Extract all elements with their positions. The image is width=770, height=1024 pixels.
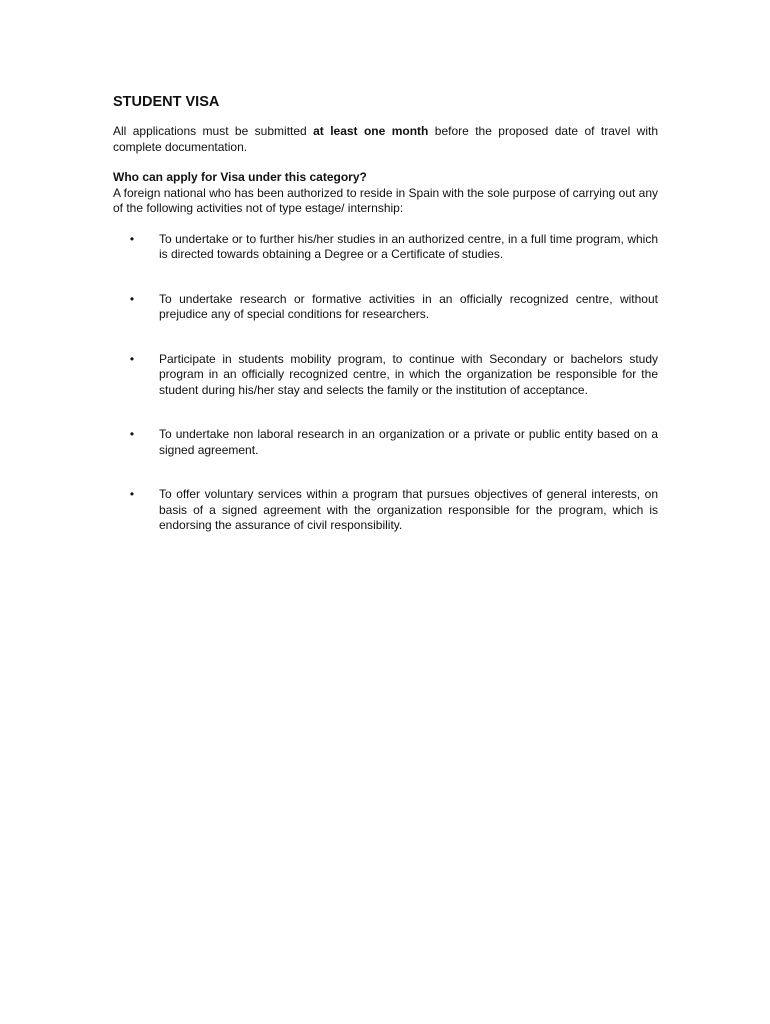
document-page [113, 93, 658, 563]
list-item-text: To offer voluntary services within a program that pursues objectives of general interests, on basis of a signed agreement with the organization responsible for the program, which is endorsing the assurance of civil responsibility. [159, 487, 658, 532]
list-item [113, 232, 658, 263]
bullet-icon: • [129, 231, 135, 246]
bullet-icon: • [129, 487, 135, 501]
list-item-text: To undertake or to further his/her studies in an authorized centre, in a full time program, which is directed towards obtaining a Degree or a Certificate of studies. [159, 231, 658, 261]
list-item-text: To undertake research or formative activities in an officially recognized centre, without prejudice any of special conditions for researchers. [159, 291, 658, 321]
eligibility-question: Who can apply for Visa under this category? [113, 170, 367, 184]
document-title: STUDENT VISA [113, 94, 220, 110]
list-item-text: To undertake non laboral research in an organization or a private or public entity based on a signed agreement. [159, 427, 658, 457]
bullet-icon: • [129, 291, 135, 306]
eligibility-lead: A foreign national who has been authorized to reside in Spain with the sole purpose of carrying out any of the following activities not of type estage/ internship: [113, 185, 659, 215]
intro-emphasis: at least one month [313, 124, 429, 138]
intro-text-before: All applications must be submitted [113, 124, 314, 138]
list-item [113, 292, 658, 323]
list-item [113, 427, 658, 458]
list-item-text: Participate in students mobility program, to continue with Secondary or bachelors study program in an officially recognized centre, in which the organization be responsible for the student during his/her stay and selects the family or the institution of acceptance. [159, 351, 658, 397]
intro-paragraph [113, 124, 658, 155]
bullet-icon: • [129, 351, 135, 366]
list-item [113, 487, 658, 534]
bullet-icon: • [129, 427, 135, 441]
intro-text-after: before the proposed date of travel with complete documentation. [113, 124, 658, 154]
activities-list [113, 232, 658, 534]
list-item [113, 352, 658, 399]
